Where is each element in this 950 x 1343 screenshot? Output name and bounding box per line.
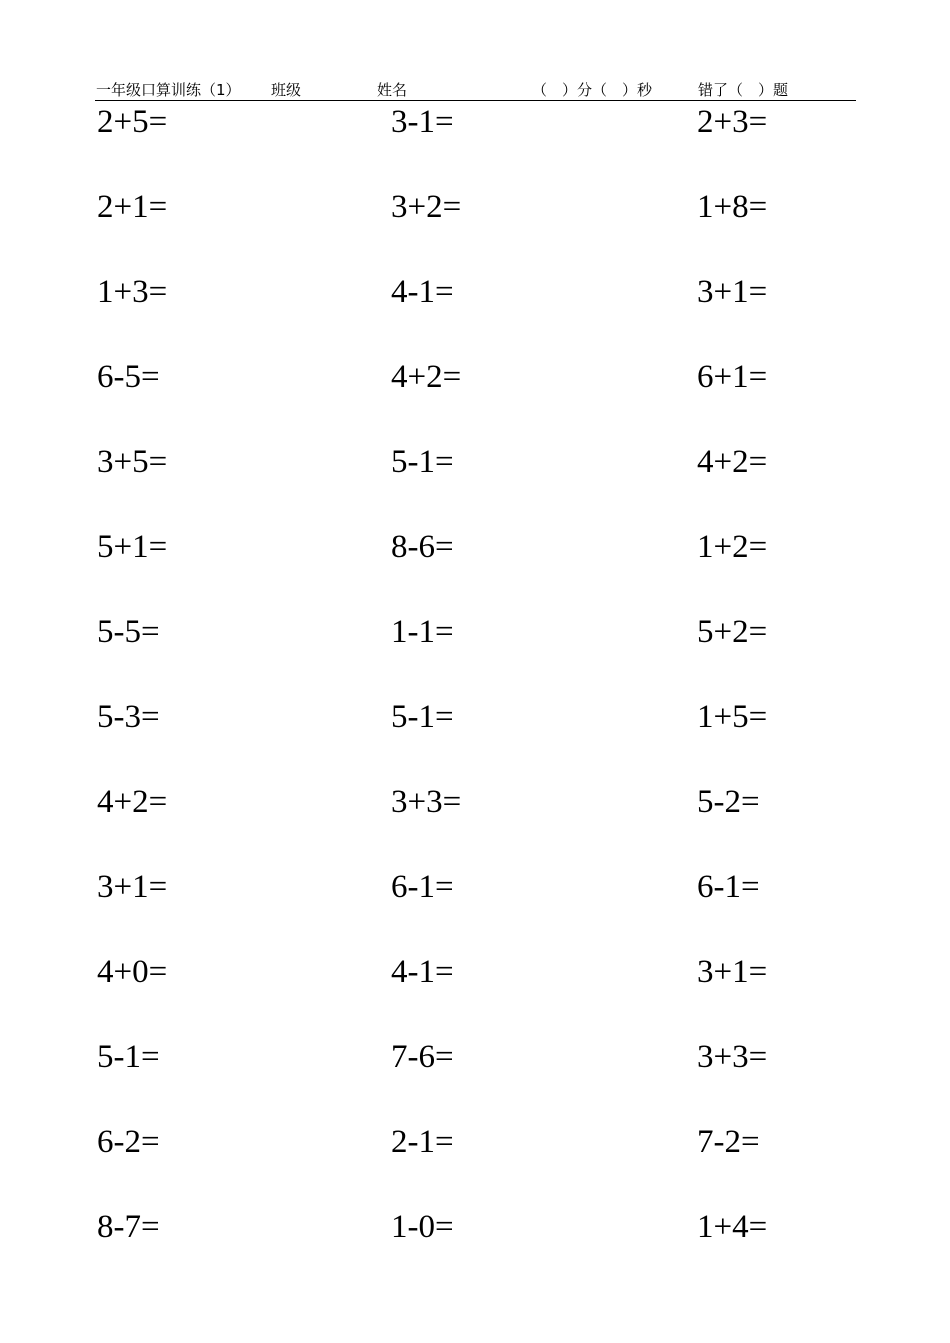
problem-r6-c3: 1+2=	[697, 529, 768, 565]
problem-r1-c1: 2+5=	[97, 104, 168, 140]
problem-r9-c1: 4+2=	[97, 784, 168, 820]
problem-r7-c1: 5-5=	[97, 614, 160, 650]
problem-r3-c3: 3+1=	[697, 274, 768, 310]
worksheet-title: 一年级口算训练（1）	[96, 81, 241, 99]
problem-r4-c1: 6-5=	[97, 359, 160, 395]
problem-r2-c3: 1+8=	[697, 189, 768, 225]
problem-r4-c3: 6+1=	[697, 359, 768, 395]
time-label: （ ）分（ ）秒	[532, 81, 653, 99]
class-label: 班级	[271, 81, 302, 99]
problem-r10-c3: 6-1=	[697, 869, 760, 905]
header-rule	[95, 100, 856, 101]
problem-r11-c1: 4+0=	[97, 954, 168, 990]
problem-r5-c2: 5-1=	[391, 444, 454, 480]
problem-r8-c2: 5-1=	[391, 699, 454, 735]
problem-r14-c1: 8-7=	[97, 1209, 160, 1245]
problem-r8-c1: 5-3=	[97, 699, 160, 735]
problem-r9-c2: 3+3=	[391, 784, 462, 820]
problem-r13-c2: 2-1=	[391, 1124, 454, 1160]
problem-r10-c2: 6-1=	[391, 869, 454, 905]
problem-r8-c3: 1+5=	[697, 699, 768, 735]
problem-r5-c3: 4+2=	[697, 444, 768, 480]
problem-r6-c2: 8-6=	[391, 529, 454, 565]
problem-r14-c3: 1+4=	[697, 1209, 768, 1245]
problem-r2-c2: 3+2=	[391, 189, 462, 225]
problem-r11-c3: 3+1=	[697, 954, 768, 990]
problem-r13-c3: 7-2=	[697, 1124, 760, 1160]
problem-r7-c2: 1-1=	[391, 614, 454, 650]
problem-r13-c1: 6-2=	[97, 1124, 160, 1160]
problem-r3-c2: 4-1=	[391, 274, 454, 310]
problem-r1-c2: 3-1=	[391, 104, 454, 140]
problem-r11-c2: 4-1=	[391, 954, 454, 990]
problem-r5-c1: 3+5=	[97, 444, 168, 480]
problem-r6-c1: 5+1=	[97, 529, 168, 565]
problem-r14-c2: 1-0=	[391, 1209, 454, 1245]
problem-r3-c1: 1+3=	[97, 274, 168, 310]
problem-r12-c2: 7-6=	[391, 1039, 454, 1075]
name-label: 姓名	[377, 81, 408, 99]
problem-r4-c2: 4+2=	[391, 359, 462, 395]
problem-r1-c3: 2+3=	[697, 104, 768, 140]
problem-r12-c3: 3+3=	[697, 1039, 768, 1075]
problem-r2-c1: 2+1=	[97, 189, 168, 225]
problem-r10-c1: 3+1=	[97, 869, 168, 905]
problem-r12-c1: 5-1=	[97, 1039, 160, 1075]
errors-label: 错了（ ）题	[698, 81, 789, 99]
problem-r7-c3: 5+2=	[697, 614, 768, 650]
problem-r9-c3: 5-2=	[697, 784, 760, 820]
